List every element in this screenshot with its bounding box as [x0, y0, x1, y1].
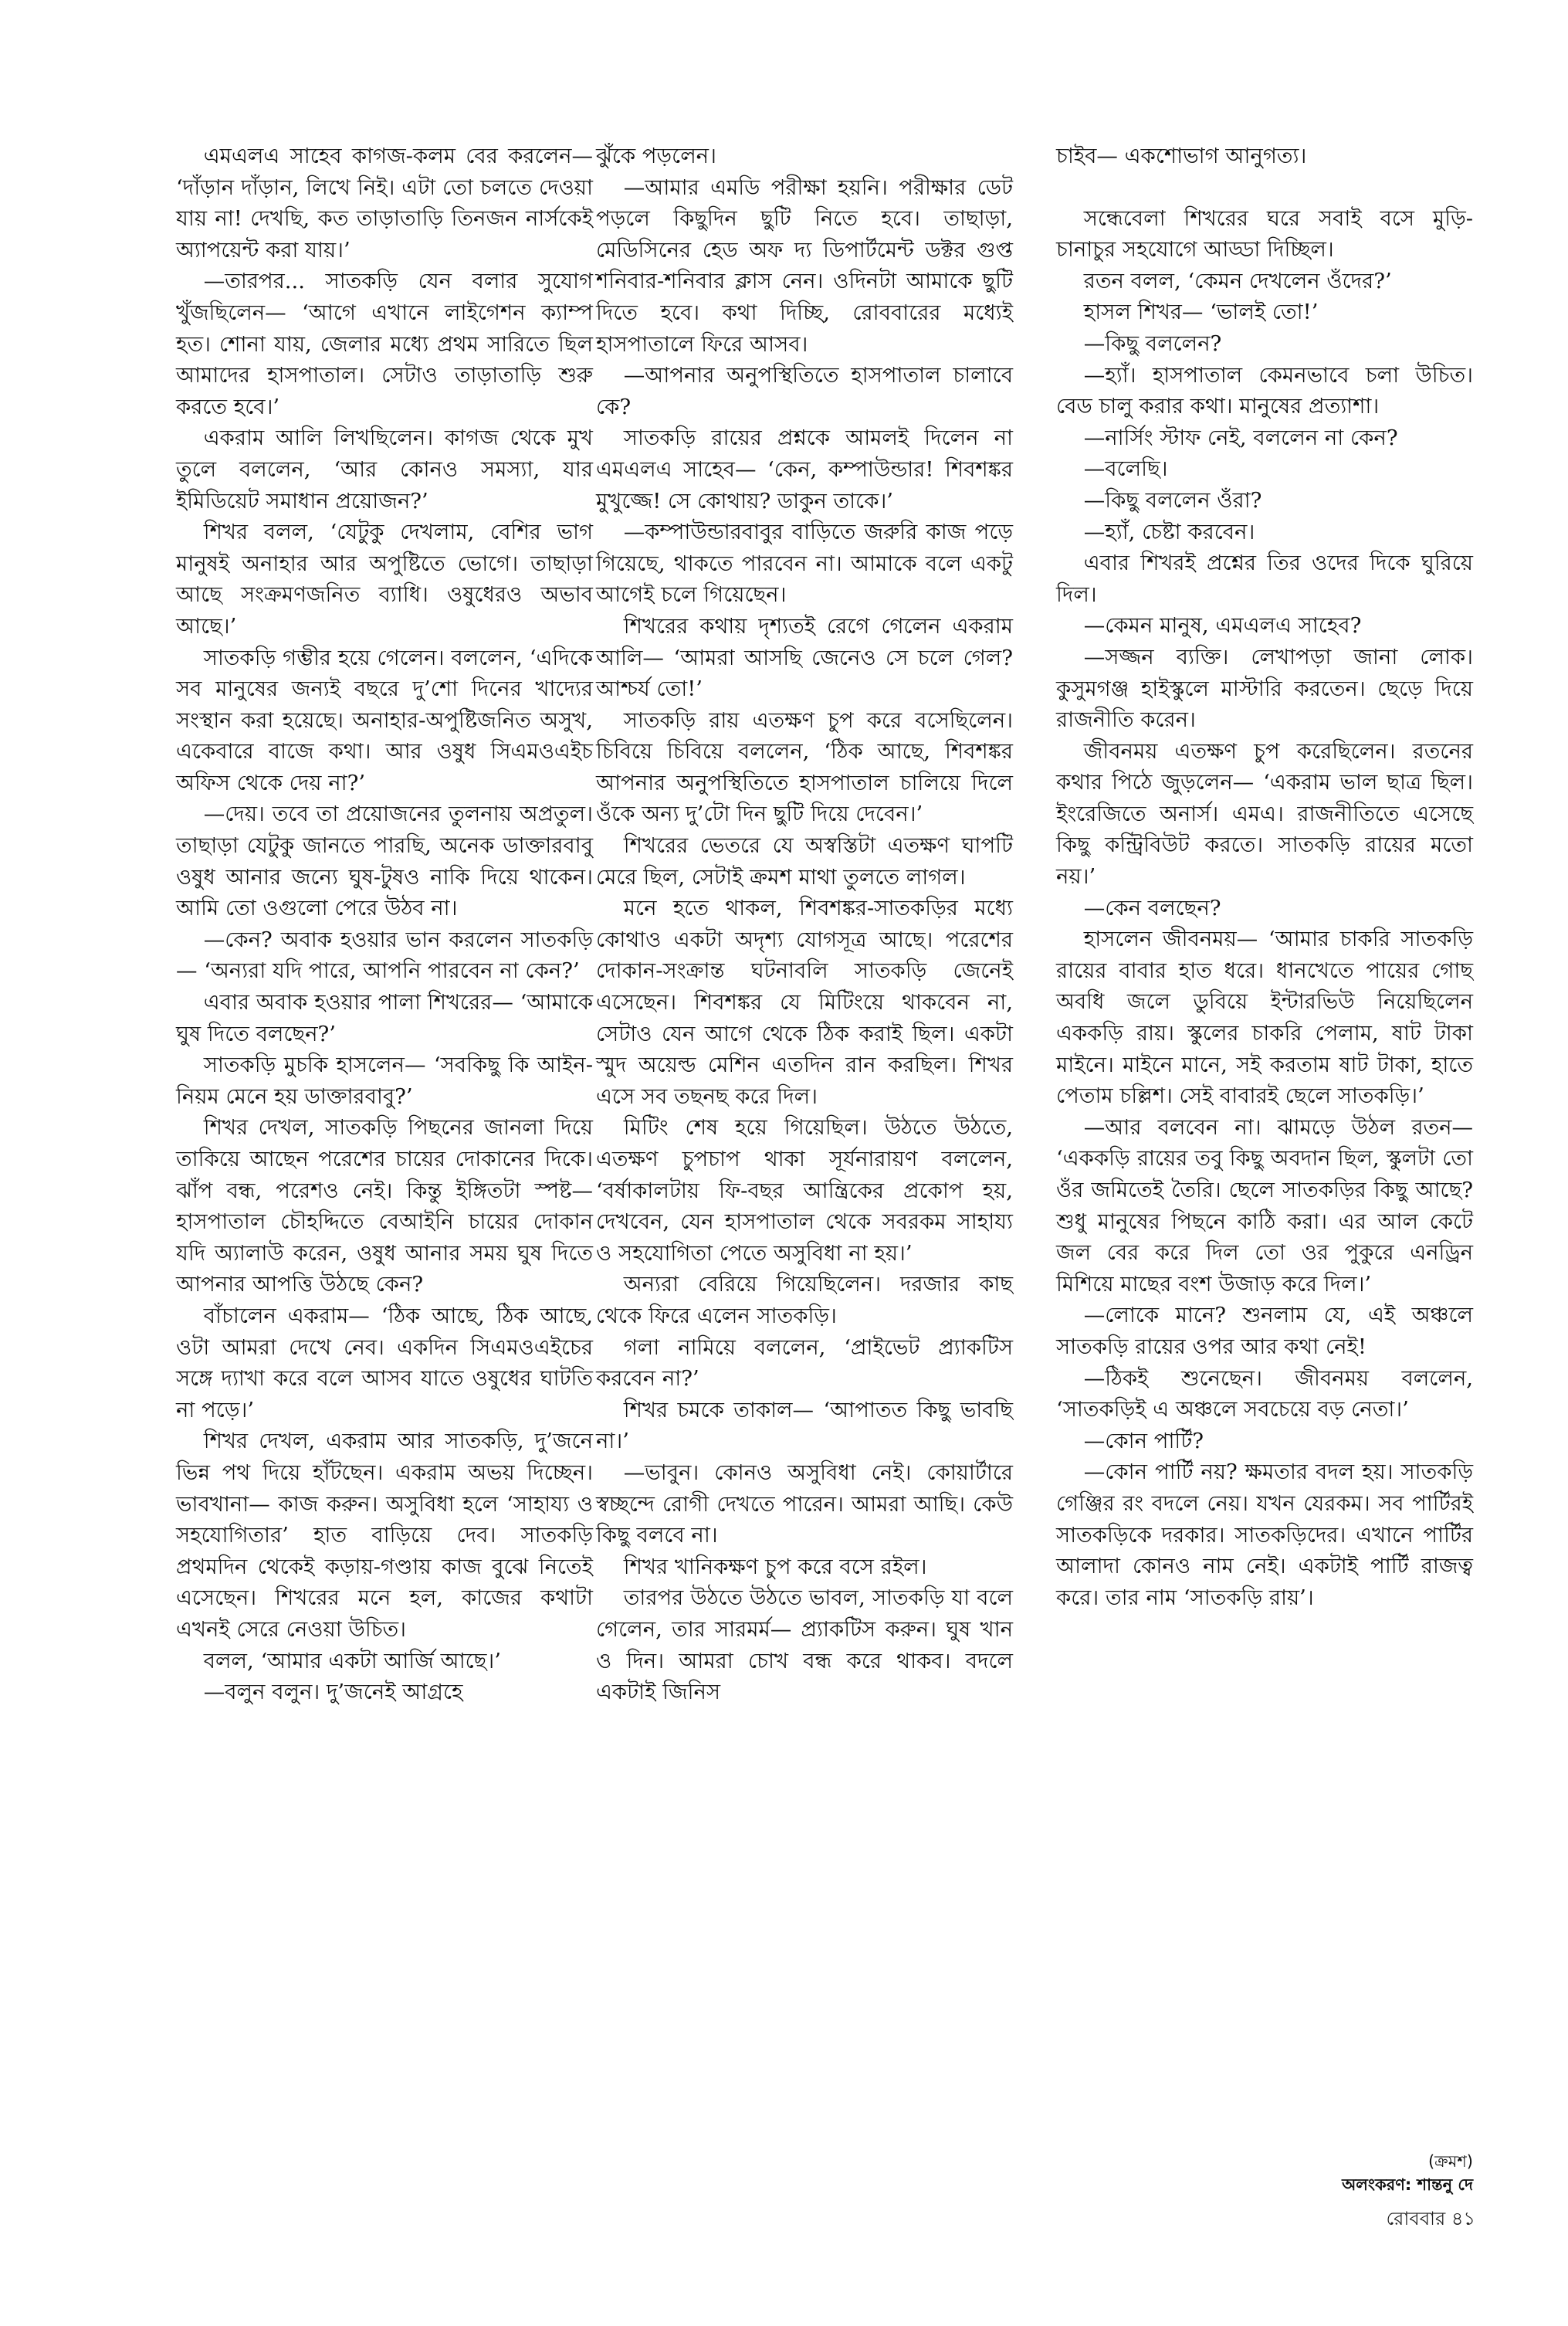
- paragraph: জীবনময় এতক্ষণ চুপ করেছিলেন। রতনের কথার পিঠে জুড়লেন— ‘একরাম ভাল ছাত্র ছিল। ইংরেজিতে অনার্স। এমএ। রাজনীতিতে এসেছে কিছু কন্ট্রিবিউট করতে। সাতকড়ি রায়ের মতো নয়।’: [1056, 738, 1473, 890]
- paragraph: রতন বলল, ‘কেমন দেখলেন ওঁদের?’: [1083, 268, 1392, 293]
- paragraph: তারপর উঠতে উঠতে ভাবল, সাতকড়ি যা বলে গেলেন, তার সারমর্ম— প্র্যাকটিস করুন। ঘুষ খান ও দিন। আমরা চোখ বন্ধ করে থাকব। বদলে একটাই জিনিস: [596, 1585, 1013, 1705]
- paragraph: শিখর চমকে তাকাল— ‘আপাতত কিছু ভাবছি না।’: [596, 1397, 1013, 1454]
- paragraph: এমএলএ সাহেব কাগজ-কলম বের করলেন— ‘দাঁড়ান দাঁড়ান, লিখে নিই। এটা তো চলতে দেওয়া যায় না! দেখছি, কত তাড়াতাড়ি তিনজন নার্সকেই অ্যাপয়েন্ট করা যায়।’: [176, 144, 593, 263]
- paragraph: ঝুঁকে পড়লেন।: [596, 144, 716, 168]
- paragraph: —কম্পাউন্ডারবাবুর বাড়িতে জরুরি কাজ পড়ে গিয়েছে, থাকতে পারবেন না। আমাকে বলে একটু আগেই চলে গিয়েছেন।: [596, 520, 1013, 608]
- paragraph: গলা নামিয়ে বললেন, ‘প্রাইভেট প্র্যাকটিস করবেন না?’: [596, 1334, 1013, 1392]
- paragraph: —হ্যাঁ। হাসপাতাল কেমনভাবে চলা উচিত। বেড চালু করার কথা। মানুষের প্রত্যাশা।: [1056, 362, 1473, 419]
- paragraph: শিখর খানিকক্ষণ চুপ করে বসে রইল।: [623, 1554, 927, 1579]
- paragraph: —ঠিকই শুনেছেন। জীবনময় বললেন, ‘সাতকড়িই এ অঞ্চলে সবচেয়ে বড় নেতা।’: [1056, 1365, 1473, 1422]
- paragraph: —দেয়। তবে তা প্রয়োজনের তুলনায় অপ্রতুল। তাছাড়া যেটুকু জানতে পারছি, অনেক ডাক্তারবাবু ওষুধ আনার জন্যে ঘুষ-টুষও নাকি দিয়ে থাকেন। আমি তো ওগুলো পেরে উঠব না।: [176, 802, 593, 921]
- text-column-3: [1056, 141, 1473, 1613]
- paragraph: —কেন? অবাক হওয়ার ভান করলেন সাতকড়ি— ‘অন্যরা যদি পারে, আপনি পারবেন না কেন?’: [176, 927, 593, 984]
- text-column-1: [176, 141, 593, 1708]
- paragraph: —কেন বলছেন?: [1083, 895, 1221, 921]
- paragraph: —হ্যাঁ, চেষ্টা করবেন।: [1083, 519, 1255, 544]
- paragraph: চাইব— একশোভাগ আনুগত্য।: [1056, 144, 1307, 168]
- paragraph: একরাম আলি লিখছিলেন। কাগজ থেকে মুখ তুলে বললেন, ‘আর কোনও সমস্যা, যার ইমিডিয়েট সমাধান প্রয়োজন?’: [176, 426, 593, 514]
- paragraph: বলল, ‘আমার একটা আর্জি আছে।’: [203, 1648, 501, 1673]
- paragraph: শিখরের ভেতরে যে অস্বস্তিটা এতক্ষণ ঘাপটি মেরে ছিল, সেটাই ক্রমশ মাথা তুলতে লাগল।: [596, 833, 1013, 890]
- paragraph: —লোকে মানে? শুনলাম যে, এই অঞ্চলে সাতকড়ি রায়ের ওপর আর কথা নেই!: [1056, 1303, 1473, 1359]
- paragraph: —সজ্জন ব্যক্তি। লেখাপড়া জানা লোক। কুসুমগঞ্জ হাইস্কুলে মাস্টারি করতেন। ছেড়ে দিয়ে রাজনীতি করেন।: [1056, 644, 1473, 733]
- page-folio: রোববার ৪১: [1386, 2208, 1475, 2229]
- paragraph: হাসল শিখর— ‘ভালই তো!’: [1083, 300, 1319, 325]
- paragraph: —ভাবুন। কোনও অসুবিধা নেই। কোয়ার্টারে স্বচ্ছন্দে রোগী দেখতে পারেন। আমরা আছি। কেউ কিছু বলবে না।: [596, 1460, 1013, 1548]
- paragraph: এবার অবাক হওয়ার পালা শিখরের— ‘আমাকে ঘুষ দিতে বলছেন?’: [176, 990, 593, 1046]
- illustration-credit: অলংকরণ: শান্তনু দে: [1342, 2175, 1473, 2194]
- paragraph: —আর বলবেন না। ঝামড়ে উঠল রতন— ‘এককড়ি রায়ের তবু কিছু অবদান ছিল, স্কুলটা তো ওঁর জমিতেই তৈরি। ছেলে সাতকড়ির কিছু আছে? শুধু মানুষের পিছনে কাঠি করা। এর আল কেটে জল বের করে দিল তো ওর পুকুরে এনড্রিন মিশিয়ে মাছের বংশ উজাড় করে দিল।’: [1056, 1114, 1473, 1297]
- paragraph: মনে হতে থাকল, শিবশঙ্কর-সাতকড়ির মধ্যে কোথাও একটা অদৃশ্য যোগসূত্র আছে। পরেশের দোকান-সংক্রান্ত ঘটনাবলি সাতকড়ি জেনেই এসেছেন। শিবশঙ্কর যে মিটিংয়ে থাকবেন না, সেটাও যেন আগে থেকে ঠিক করাই ছিল। একটা স্মুদ অয়েল্ড মেশিন এতদিন রান করছিল। শিখর এসে সব তছনছ করে দিল।: [596, 896, 1013, 1109]
- paragraph: মিটিং শেষ হয়ে গিয়েছিল। উঠতে উঠতে, এতক্ষণ চুপচাপ থাকা সূর্যনারায়ণ বললেন, ‘বর্ষাকালটায় ফি-বছর আন্ত্রিকের প্রকোপ হয়, দেখবেন, যেন হাসপাতাল থেকে সবরকম সাহায্য ও সহযোগিতা পেতে অসুবিধা না হয়।’: [596, 1115, 1013, 1266]
- paragraph: শিখর দেখল, সাতকড়ি পিছনের জানলা দিয়ে তাকিয়ে আছেন পরেশের চায়ের দোকানের দিকে। ঝাঁপ বন্ধ, পরেশও নেই। কিন্তু ইঙ্গিতটা স্পষ্ট— হাসপাতাল চৌহদ্দিতে বেআইনি চায়ের দোকান যদি অ্যালাউ করেন, ওষুধ আনার সময় ঘুষ দিতে আপনার আপত্তি উঠছে কেন?: [176, 1115, 593, 1297]
- paragraph: সাতকড়ি মুচকি হাসলেন— ‘সবকিছু কি আইন-নিয়ম মেনে হয় ডাক্তারবাবু?’: [176, 1053, 593, 1109]
- paragraph: অন্যরা বেরিয়ে গিয়েছিলেন। দরজার কাছ থেকে ফিরে এলেন সাতকড়ি।: [596, 1272, 1013, 1328]
- to-be-continued: (ক্রমশ): [1427, 2152, 1473, 2171]
- paragraph: —বলেছি।: [1083, 456, 1168, 482]
- paragraph: —কেমন মানুষ, এমএলএ সাহেব?: [1083, 613, 1362, 639]
- paragraph: এবার শিখরই প্রশ্নের তির ওদের দিকে ঘুরিয়ে দিল।: [1056, 551, 1473, 607]
- paragraph: —নার্সিং স্টাফ নেই, বললেন না কেন?: [1083, 425, 1398, 450]
- paragraph: —কোন পার্টি?: [1083, 1428, 1204, 1453]
- paragraph: —কোন পার্টি নয়? ক্ষমতার বদল হয়। সাতকড়ি গেঞ্জির রং বদলে নেয়। যখন যেরকম। সব পার্টিরই সাতকড়িকে দরকার। সাতকড়িদের। এখানে পার্টির আলাদা কোনও নাম নেই। একটাই পার্টি রাজত্ব করে। তার নাম ‘সাতকড়ি রায়’।: [1056, 1460, 1473, 1610]
- text-column-2: [596, 141, 1013, 1708]
- paragraph: —কিছু বললেন ওঁরা?: [1083, 487, 1262, 513]
- paragraph: হাসলেন জীবনময়— ‘আমার চাকরি সাতকড়ি রায়ের বাবার হাত ধরে। ধানখেতে পায়ের গোছ অবধি জলে ডুবিয়ে ইন্টারভিউ নিয়েছিলেন এককড়ি রায়। স্কুলের চাকরি পেলাম, ষাট টাকা মাইনে। মাইনে মানে, সই করতাম ষাট টাকা, হাতে পেতাম চল্লিশ। সেই বাবারই ছেলে সাতকড়ি।’: [1056, 927, 1473, 1109]
- paragraph: —আমার এমডি পরীক্ষা হয়নি। পরীক্ষার ডেট পড়লে কিছুদিন ছুটি নিতে হবে। তাছাড়া, মেডিসিনের হেড অফ দ্য ডিপার্টমেন্ট ডক্টর গুপ্ত শনিবার-শনিবার ক্লাস নেন। ওদিনটা আমাকে ছুটি দিতে হবে। কথা দিচ্ছি, রোববারের মধ্যেই হাসপাতালে ফিরে আসব।: [596, 175, 1013, 357]
- paragraph: —বলুন বলুন। দু’জনেই আগ্রহে: [203, 1680, 463, 1705]
- paragraph: —আপনার অনুপস্থিতিতে হাসপাতাল চালাবে কে?: [596, 363, 1013, 419]
- paragraph: সাতকড়ি রায়ের প্রশ্নকে আমলই দিলেন না এমএলএ সাহেব— ‘কেন, কম্পাউন্ডার! শিবশঙ্কর মুখুজ্জে! সে কোথায়? ডাকুন তাকে।’: [596, 426, 1013, 514]
- paragraph: শিখর দেখল, একরাম আর সাতকড়ি, দু’জনে ভিন্ন পথ দিয়ে হাঁটছেন। একরাম অভয় দিচ্ছেন। ভাবখানা— কাজ করুন। অসুবিধা হলে ‘সাহায্য ও সহযোগিতার’ হাত বাড়িয়ে দেব। সাতকড়ি প্রথমদিন থেকেই কড়ায়-গণ্ডায় কাজ বুঝে নিতেই এসেছেন। শিখরের মনে হল, কাজের কথাটা এখনই সেরে নেওয়া উচিত।: [176, 1429, 593, 1642]
- paragraph: —কিছু বললেন?: [1083, 331, 1222, 356]
- paragraph: বাঁচালেন একরাম— ‘ঠিক আছে, ঠিক আছে, ওটা আমরা দেখে নেব। একদিন সিএমওএইচের সঙ্গে দ্যাখা করে বলে আসব যাতে ওষুধের ঘাটতি না পড়ে।’: [176, 1303, 593, 1422]
- paragraph: —তারপর... সাতকড়ি যেন বলার সুযোগ খুঁজছিলেন— ‘আগে এখানে লাইগেশন ক্যাম্প হত। শোনা যায়, জেলার মধ্যে প্রথম সারিতে ছিল আমাদের হাসপাতাল। সেটাও তাড়াতাড়ি শুরু করতে হবে।’: [176, 269, 593, 419]
- paragraph: সাতকড়ি রায় এতক্ষণ চুপ করে বসেছিলেন। চিবিয়ে চিবিয়ে বললেন, ‘ঠিক আছে, শিবশঙ্কর আপনার অনুপস্থিতিতে হাসপাতাল চালিয়ে দিলে ওঁকে অন্য দু’টো দিন ছুটি দিয়ে দেবেন।’: [596, 707, 1013, 827]
- story-credits: [1056, 2150, 1473, 2196]
- paragraph: শিখর বলল, ‘যেটুকু দেখলাম, বেশির ভাগ মানুষই অনাহার আর অপুষ্টিতে ভোগে। তাছাড়া আছে সংক্রমণজনিত ব্যাধি। ওষুধেরও অভাব আছে।’: [176, 520, 593, 639]
- paragraph: শিখরের কথায় দৃশ্যতই রেগে গেলেন একরাম আলি— ‘আমরা আসছি জেনেও সে চলে গেল? আশ্চর্য তো!’: [596, 613, 1013, 702]
- paragraph: সন্ধেবেলা শিখরের ঘরে সবাই বসে মুড়ি-চানাচুর সহযোগে আড্ডা দিচ্ছিল।: [1056, 205, 1473, 263]
- paragraph: সাতকড়ি গম্ভীর হয়ে গেলেন। বললেন, ‘এদিকে সব মানুষের জন্যই বছরে দু’শো দিনের খাদ্যের সংস্থান করা হয়েছে। অনাহার-অপুষ্টিজনিত অসুখ, একেবারে বাজে কথা। আর ওষুধ সিএমওএইচ অফিস থেকে দেয় না?’: [176, 645, 593, 795]
